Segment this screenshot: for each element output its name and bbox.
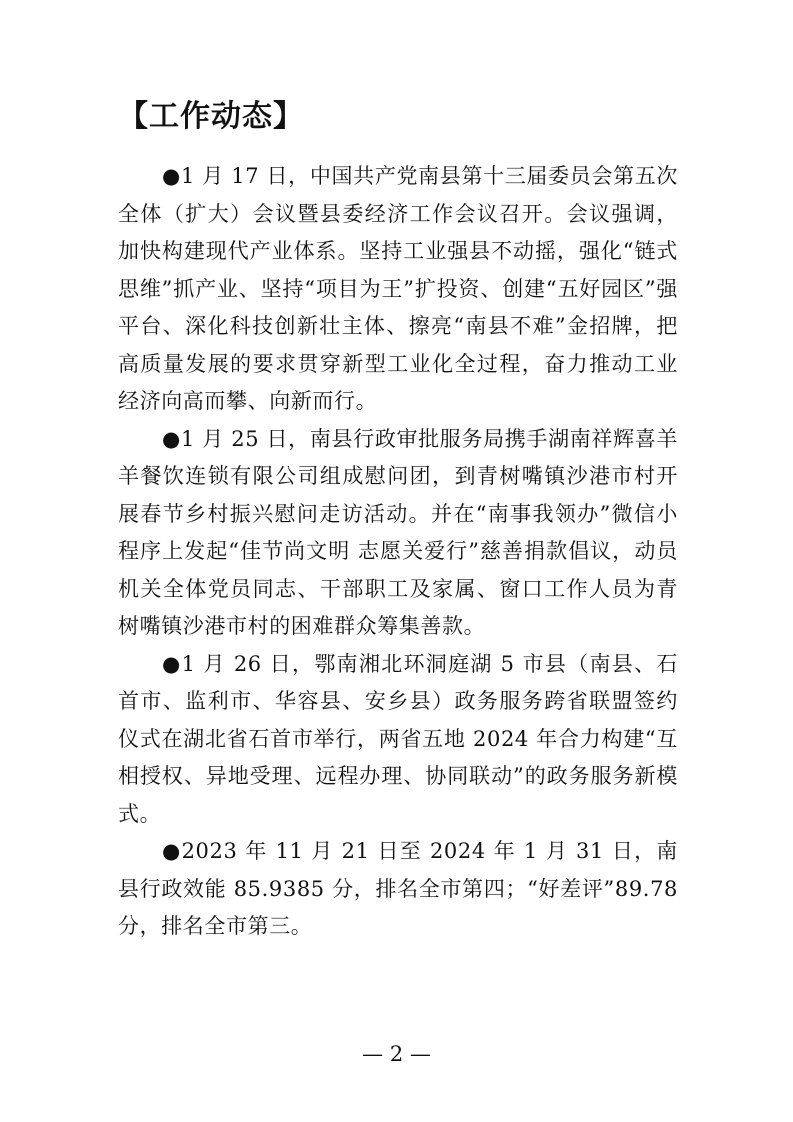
news-item: ●2023 年 11 月 21 日至 2024 年 1 月 31 日，南县行政效能 85.9385 分，排名全市第四；“好差评”89.78 分，排名全市第三。 [118,839,678,938]
news-item: ●1 月 26 日，鄂南湘北环洞庭湖 5 市县（南县、石首市、监利市、华容县、安乡县）政务服务跨省联盟签约仪式在湖北省石首市举行，两省五地 2024 年合力构建“互相授权、异地受理、远程办理、协同联动”的政务服务新模式。 [118,651,678,826]
section-title: 【工作动态】 [118,99,304,134]
page-number: — 2 — [362,1042,431,1066]
news-list [118,158,678,946]
news-item: ●1 月 25 日，南县行政审批服务局携手湖南祥辉喜羊羊餐饮连锁有限公司组成慰问团，到青树嘴镇沙港市村开展春节乡村振兴慰问走访活动。并在“南事我领办”微信小程序上发起“佳节尚文明 志愿关爱行”慈善捐款倡议，动员机关全体党员同志、干部职工及家属、窗口工作人员为青树嘴镇沙港市村的困难群众筹集善款。 [118,426,678,638]
news-item: ●1 月 17 日，中国共产党南县第十三届委员会第五次全体（扩大）会议暨县委经济工作会议召开。会议强调，加快构建现代产业体系。坚持工业强县不动摇，强化“链式思维”抓产业、坚持“项目为王”扩投资、创建“五好园区”强平台、深化科技创新壮主体、擦亮“南县不难”金招牌，把高质量发展的要求贯穿新型工业化全过程，奋力推动工业经济向高而攀、向新而行。 [118,164,678,413]
